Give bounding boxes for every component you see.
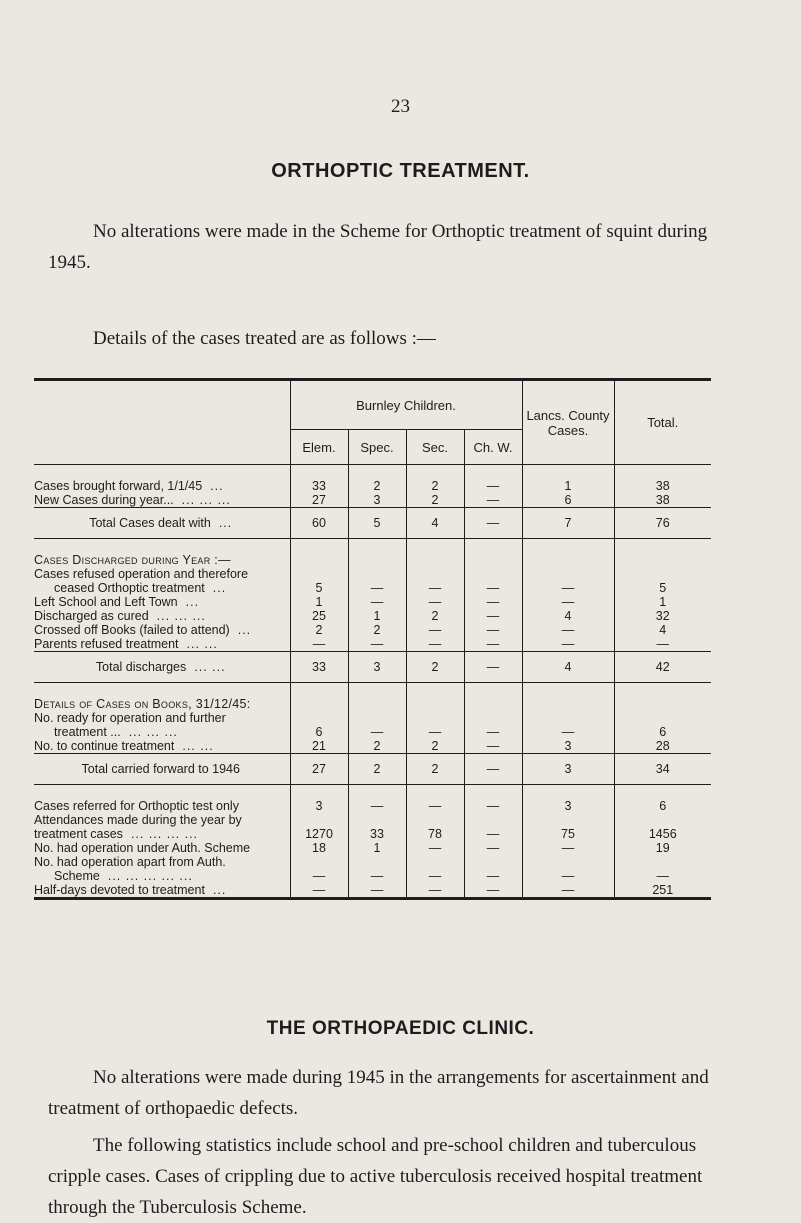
table-cell [348,539,406,568]
row-label [34,623,290,637]
row-label-text: Cases refused operation and therefore [34,567,249,581]
table-row [34,465,711,494]
leader-dots: ... ... ... [156,609,206,623]
row-label-text: Total carried forward to 1946 [81,762,240,776]
leader-dots: ... [185,595,200,609]
row-label-text: ceased Orthoptic treatment [54,581,205,595]
table-cell: — [522,883,614,899]
table-cell: 2 [348,754,406,785]
table-cell: 3 [522,754,614,785]
table-cell: 1456 [614,827,711,841]
table-cell [522,683,614,712]
table-cell [406,855,464,869]
row-label [34,725,290,739]
leader-dots: ... [237,623,252,637]
column-header-total: Total. [614,380,711,465]
table-cell: 4 [614,623,711,637]
table-cell [406,539,464,568]
row-label [34,827,290,841]
row-label [34,595,290,609]
intro-paragraph: No alterations were made in the Scheme for Orthoptic treatment of squint during 1945. [48,221,708,273]
table-cell: 5 [290,581,348,595]
table-row [34,827,711,841]
table-row [34,539,711,568]
table-cell: — [348,883,406,899]
table-cell: 1 [348,841,406,855]
table-cell: 75 [522,827,614,841]
table-row [34,883,711,899]
table-cell: — [614,637,711,652]
table-cell: 1 [522,465,614,494]
leader-dots: ... ... [186,637,218,651]
table-cell: — [348,785,406,814]
table-cell: 5 [348,508,406,539]
row-label-text: Cases referred for Orthoptic test only [34,799,239,813]
table-cell: 2 [406,739,464,754]
table-row [34,683,711,712]
table-row [34,739,711,754]
table-cell [522,813,614,827]
table-cell: — [464,725,522,739]
table-cell [522,539,614,568]
row-label [34,508,290,539]
table-cell: — [406,581,464,595]
row-label-text: Parents refused treatment [34,637,179,651]
table-cell [406,711,464,725]
orthopaedic-paragraph-2: The following statistics include school and pre-school children and tuberculous cripple cases. Cases of crippling due to active tuberculosis received hospital treatment through the Tuberculosis Scheme. [48,1135,703,1218]
table-cell: 21 [290,739,348,754]
row-label [34,637,290,652]
table-cell: 2 [406,609,464,623]
table-cell: 251 [614,883,711,899]
table-cell: — [406,637,464,652]
table-cell: 34 [614,754,711,785]
table-cell: 33 [290,652,348,683]
table-cell [522,711,614,725]
table-cell [614,567,711,581]
table-cell: — [406,869,464,883]
table-cell: 6 [614,785,711,814]
table-cell: — [522,595,614,609]
table-cell: — [406,725,464,739]
row-label-text: No. had operation under Auth. Scheme [34,841,251,855]
table-cell: — [464,581,522,595]
table-cell: 3 [522,785,614,814]
table-cell: — [406,841,464,855]
table-cell: — [522,725,614,739]
table-cell: 7 [522,508,614,539]
row-label-text: Half-days devoted to treatment [34,883,205,897]
table-cell: 3 [522,739,614,754]
table-cell: 2 [406,493,464,508]
table-cell: — [348,637,406,652]
table-cell: — [290,637,348,652]
section-heading-orthoptic: ORTHOPTIC TREATMENT. [271,160,530,182]
table-cell [406,813,464,827]
table-row [34,581,711,595]
table-cell: — [290,883,348,899]
column-header-spec: Spec. [348,430,406,465]
row-label-text: Total Cases dealt with [89,516,211,530]
orthoptic-cases-table [34,378,711,900]
table-cell: 4 [406,508,464,539]
row-label [34,754,290,785]
table-cell: 27 [290,754,348,785]
leader-dots: ... [218,516,233,530]
table-cell: 38 [614,465,711,494]
row-label-text: No. ready for operation and further [34,711,226,725]
table-cell [464,539,522,568]
table-cell: 2 [406,754,464,785]
column-header-sec: Sec. [406,430,464,465]
section-heading-orthopaedic: THE ORTHOPAEDIC CLINIC. [266,1018,535,1039]
table-cell [614,711,711,725]
table-cell: — [464,883,522,899]
table-cell: — [522,623,614,637]
table-cell: — [464,785,522,814]
table-cell: 2 [290,623,348,637]
column-header-lancs: Lancs. County Cases. [522,380,614,465]
table-row [34,725,711,739]
column-header-chw: Ch. W. [464,430,522,465]
row-label-text: No. had operation apart from Auth. [34,855,226,869]
table-cell: 3 [348,652,406,683]
leader-dots: ... ... ... [128,725,178,739]
row-label-text: Left School and Left Town [34,595,178,609]
table-row [34,609,711,623]
table-cell: 2 [348,739,406,754]
row-label-text: Cases Discharged during Year :— [34,553,231,567]
leader-dots: ... [212,883,227,897]
table-cell [290,711,348,725]
table-cell: 6 [522,493,614,508]
table-cell: 19 [614,841,711,855]
row-label-text: No. to continue treatment [34,739,175,753]
column-header-elem: Elem. [290,430,348,465]
table-cell [348,711,406,725]
table-cell: 78 [406,827,464,841]
table-cell [614,855,711,869]
page-number: 23 [391,96,410,117]
table-cell [290,813,348,827]
table-row [34,855,711,869]
table-cell: — [464,493,522,508]
row-label [34,855,290,869]
table-cell [348,813,406,827]
leader-dots: ... ... ... [181,493,231,507]
table-cell: 3 [348,493,406,508]
table-cell [522,567,614,581]
leader-dots: ... ... ... ... [130,827,199,841]
table-cell: — [348,581,406,595]
table-row [34,754,711,785]
table-cell [290,683,348,712]
leader-dots: ... [212,581,227,595]
table-row [34,711,711,725]
table-cell: — [522,869,614,883]
table-cell [464,813,522,827]
table-cell [464,683,522,712]
table-cell: — [522,841,614,855]
table-cell [290,539,348,568]
row-label-text: Total discharges [95,660,187,674]
leader-dots: ... ... [182,739,214,753]
table-cell: 2 [406,465,464,494]
table-cell [406,683,464,712]
table-cell: 76 [614,508,711,539]
row-label [34,609,290,623]
table-body [34,465,711,899]
burnley-children-header: Burnley Children. [290,380,522,430]
table-cell: — [464,595,522,609]
table-cell: — [348,725,406,739]
table-cell [522,855,614,869]
table-cell: — [522,581,614,595]
table-cell: — [464,827,522,841]
table-cell: — [614,869,711,883]
table-row [34,567,711,581]
table-cell: — [464,739,522,754]
table-cell: — [348,595,406,609]
table-cell: — [464,465,522,494]
row-label [34,883,290,899]
table-cell: 3 [290,785,348,814]
details-intro: Details of the cases treated are as follows :— [93,328,436,349]
row-label-text: treatment cases [34,827,123,841]
row-label-text: treatment ... [54,725,121,739]
table-cell: 18 [290,841,348,855]
table-cell [348,855,406,869]
table-cell [348,683,406,712]
table-cell: 2 [348,623,406,637]
orthopaedic-paragraph-1: No alterations were made during 1945 in the arrangements for ascertainment and treatment of orthopaedic defects. [48,1067,709,1119]
table-cell: — [464,841,522,855]
row-label-text: New Cases during year... [34,493,174,507]
table-cell: 25 [290,609,348,623]
table-cell: — [406,883,464,899]
table-cell: 6 [290,725,348,739]
row-label [34,785,290,814]
leader-dots: ... ... [194,660,226,674]
table-cell: 33 [290,465,348,494]
table-cell: — [464,508,522,539]
table-cell: — [522,637,614,652]
table-cell: 1 [614,595,711,609]
table-row [34,508,711,539]
leader-dots: ... ... ... ... ... [107,869,193,883]
table-cell: 5 [614,581,711,595]
row-label [34,711,290,725]
table-cell: 1 [348,609,406,623]
table-cell [464,711,522,725]
table-cell: 4 [522,652,614,683]
table-cell: — [406,595,464,609]
row-label-text: Attendances made during the year by [34,813,242,827]
row-label [34,652,290,683]
table-cell: — [464,652,522,683]
row-label [34,465,290,494]
table-cell: 6 [614,725,711,739]
table-row [34,637,711,652]
table-cell: 27 [290,493,348,508]
label-column-header [34,380,290,465]
table-cell: — [290,869,348,883]
row-label [34,841,290,855]
row-label [34,493,290,508]
row-label-text: Cases brought forward, 1/1/45 [34,479,203,493]
table-cell: — [464,623,522,637]
table-cell: — [348,869,406,883]
table-cell: 1270 [290,827,348,841]
table-cell: 2 [406,652,464,683]
table-cell [406,567,464,581]
table-cell [614,683,711,712]
table-cell: 32 [614,609,711,623]
table-row [34,493,711,508]
table-cell [290,855,348,869]
row-label [34,581,290,595]
table-cell [290,567,348,581]
table-cell: 33 [348,827,406,841]
table-cell: 38 [614,493,711,508]
table-cell: — [464,637,522,652]
table-row [34,869,711,883]
table-row [34,652,711,683]
table-cell: 1 [290,595,348,609]
table-cell [614,813,711,827]
table-cell [614,539,711,568]
leader-dots: ... [210,479,224,493]
table-cell: — [464,609,522,623]
table-cell [464,855,522,869]
table-row [34,595,711,609]
row-label [34,539,290,568]
table-row [34,785,711,814]
table-cell: — [464,754,522,785]
row-label [34,813,290,827]
row-label [34,739,290,754]
table-cell: — [406,623,464,637]
table-cell [464,567,522,581]
table-cell: 4 [522,609,614,623]
table-cell: — [464,869,522,883]
table-row [34,623,711,637]
table-cell: 60 [290,508,348,539]
table-cell: 42 [614,652,711,683]
table-row [34,841,711,855]
table-cell: — [406,785,464,814]
row-label-text: Scheme [54,869,100,883]
row-label-text: Details of Cases on Books, 31/12/45: [34,697,251,711]
row-label-text: Crossed off Books (failed to attend) [34,623,230,637]
table-row [34,813,711,827]
row-label [34,683,290,712]
table-cell [348,567,406,581]
row-label [34,567,290,581]
table-cell: 28 [614,739,711,754]
row-label [34,869,290,883]
row-label-text: Discharged as cured [34,609,149,623]
table-cell: 2 [348,465,406,494]
